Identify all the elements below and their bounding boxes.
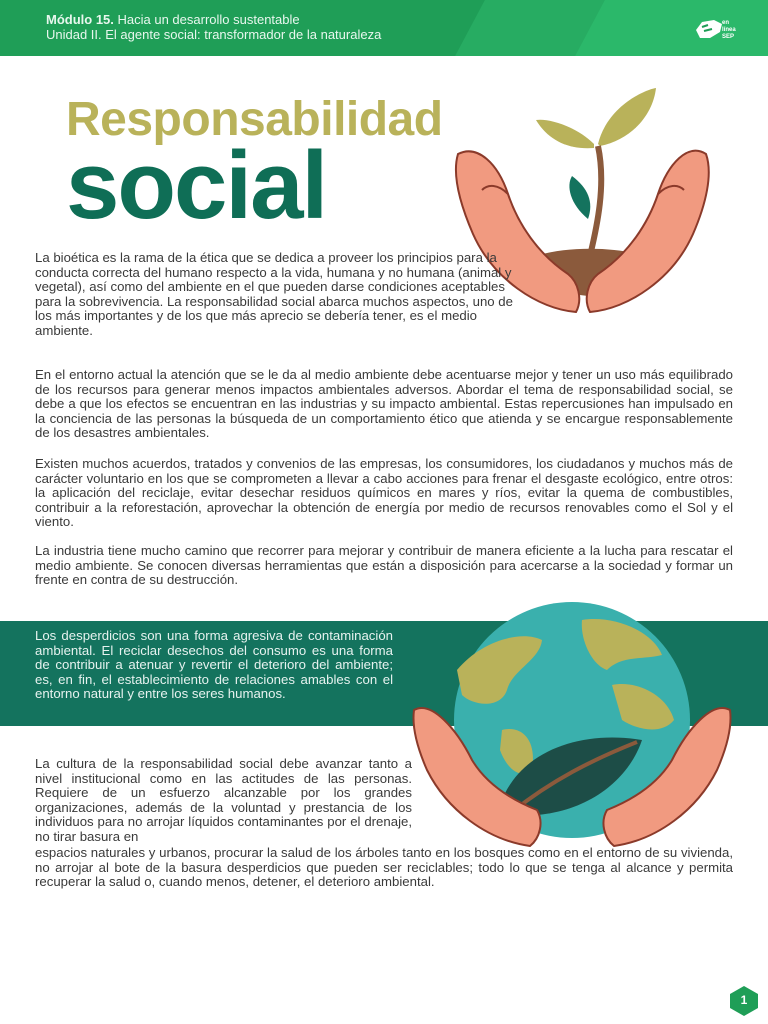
paragraph-entorno: En el entorno actual la atención que se le da al medio ambiente debe acentuarse mejor y tener un uso más equilibrado de los recursos para generar menos impactos ambientales adversos. Abordar el tema de responsabilidad social, se debe a que los efectos se encuentran en las industrias y su impacto ambiental. Estas repercusiones han impulsado en la conciencia de las personas la búsqueda de un comportamiento ético que atienda y se encargue responsablemente de los desastres ambientales.	[35, 367, 733, 441]
unit-subtitle: Unidad II. El agente social: transformador de la naturaleza	[46, 27, 382, 42]
svg-text:en: en	[722, 20, 730, 26]
paragraph-acuerdos: Existen muchos acuerdos, tratados y convenios de las empresas, los consumidores, los ciudadanos y muchos más de carácter voluntario en los que se comprometen a llevar a cabo acciones para frenar el desgaste ecológico, entre otros: la aplicación del reciclaje, evitar desechar residuos químicos en mares y ríos, evitar la quema de combustibles, contribuir a la reforestación, aprovechar la obtención de energía por medio de recursos renovables como el Sol y el viento.	[35, 456, 733, 530]
band-text: Los desperdicios son una forma agresiva de contaminación ambiental. El reciclar desechos del consumo es una forma de contribuir a atenuar y revertir el deterioro del ambiente; es, en fin, el establecimiento de relaciones amables con el entorno natural y entre los seres humanos.	[35, 628, 393, 702]
prepa-en-linea-sep-logo-icon	[692, 14, 738, 44]
title-line-2: social	[66, 132, 327, 239]
hands-holding-globe-icon	[412, 600, 732, 850]
svg-text:SEP: SEP	[722, 34, 735, 40]
paragraph-industria: La industria tiene mucho camino que recorrer para mejorar y contribuir de manera eficiente a la lucha para rescatar el medio ambiente. Se conocen diversas herramientas que están a disposición para acercarse a la sociedad y formar un frente en contra de su destrucción.	[35, 543, 733, 588]
module-title: Módulo 15. Hacia un desarrollo sustentable	[46, 12, 300, 27]
paragraph-cultura: La cultura de la responsabilidad social debe avanzar tanto a nivel institucional como en las actitudes de las personas. Requiere de un esfuerzo alcanzable por los grandes organizaciones, además de la voluntad y prestancia de los individuos para no arrojar líquidos contaminantes por el drenaje, no tirar basura en	[35, 756, 412, 844]
svg-text:línea: línea	[722, 27, 736, 33]
paragraph-cultura-cont: espacios naturales y urbanos, procurar la salud de los árboles tanto en los bosques como en el entorno de su vivienda, no arrojar al bote de la basura desperdicios que pueden ser reciclables; todo lo que se tenga al alcance y permita recuperar la salud o, cuando menos, detener, el deterioro ambiental.	[35, 845, 733, 890]
title-line-1: Responsabilidad	[66, 93, 443, 146]
page-number: 1	[740, 993, 748, 1007]
paragraph-bioetica: La bioética es la rama de la ética que se dedica a proveer los principios para la conducta correcta del humano respecto a la vida, humana y no humana (animal y vegetal), así como del ambiente en el que pueden darse condiciones aceptables para la sobrevivencia. La responsabilidad social abarca muchos aspectos, uno de los más importantes y de los que más aprecio se debería tener, es el medio ambiente.	[35, 250, 513, 338]
